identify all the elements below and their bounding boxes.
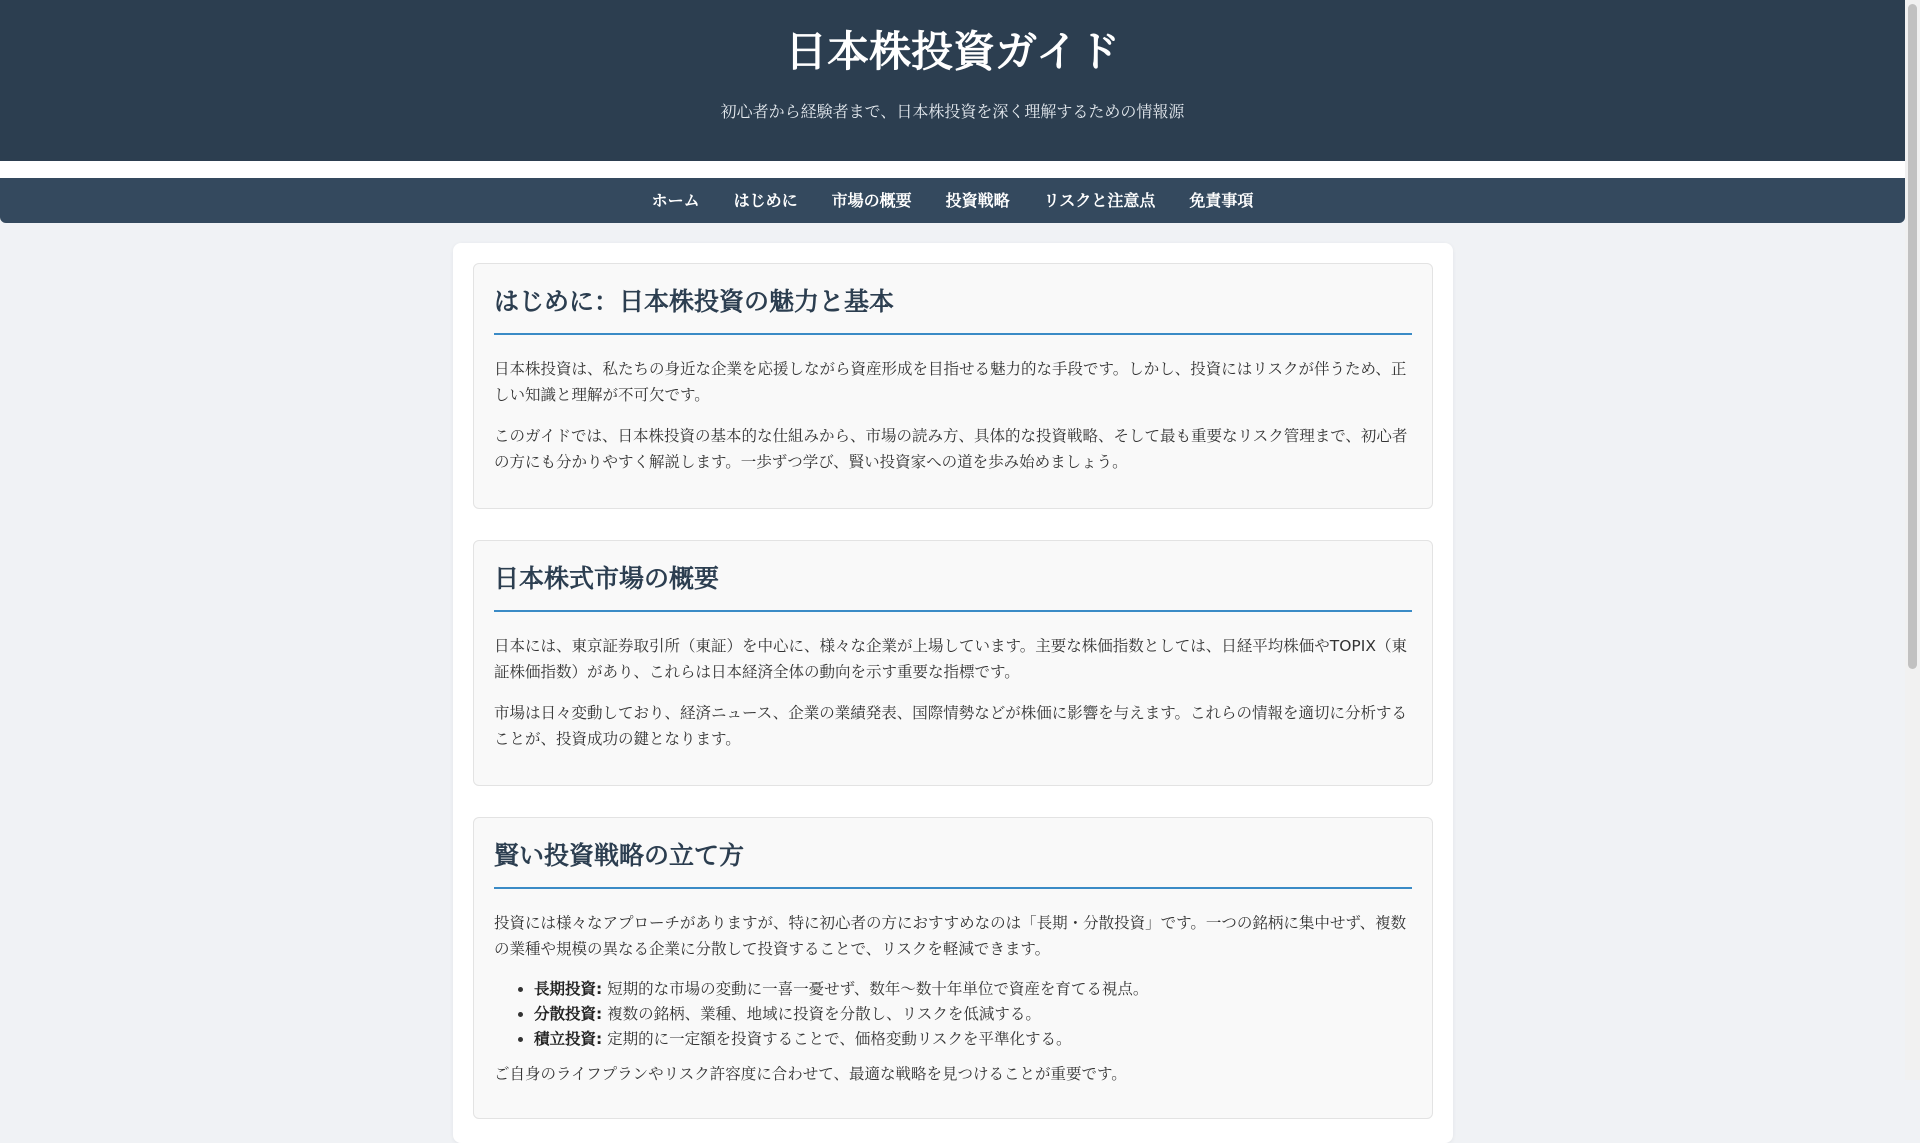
- section-title: はじめに：日本株投資の魅力と基本: [494, 282, 1412, 335]
- nav-intro[interactable]: はじめに: [733, 191, 798, 210]
- section-intro: [473, 263, 1433, 509]
- nav-strategy[interactable]: 投資戦略: [945, 191, 1010, 210]
- main-content: [453, 243, 1453, 1143]
- section-paragraph: 市場は日々変動しており、経済ニュース、企業の業績発表、国際情勢などが株価に影響を与えます。これらの情報を適切に分析することが、投資成功の鍵となります。: [494, 704, 1407, 748]
- list-item-term: 長期投資:: [534, 980, 603, 998]
- list-item-text: 複数の銘柄、業種、地域に投資を分散し、リスクを低減する。: [602, 1005, 1041, 1023]
- section-paragraph: 日本株投資は、私たちの身近な企業を応援しながら資産形成を目指せる魅力的な手段です。しかし、投資にはリスクが伴うため、正しい知識と理解が不可欠です。: [494, 360, 1407, 404]
- header-spacer: [0, 161, 1905, 178]
- list-item-term: 積立投資:: [534, 1030, 603, 1048]
- section-paragraph: 日本には、東京証券取引所（東証）を中心に、様々な企業が上場しています。主要な株価指数としては、日経平均株価やTOPIX（東証株価指数）があり、これらは日本経済全体の動向を示す重要な指標です。: [494, 637, 1407, 681]
- site-subtitle: 初心者から経験者まで、日本株投資を深く理解するための情報源: [720, 102, 1185, 121]
- strategy-list: [494, 977, 1412, 1052]
- section-market: [473, 540, 1433, 786]
- section-paragraph: 投資には様々なアプローチがありますが、特に初心者の方におすすめなのは「長期・分散投資」です。一つの銘柄に集中せず、複数の業種や規模の異なる企業に分散して投資することで、リスクを軽減できます。: [494, 914, 1407, 958]
- list-item-text: 定期的に一定額を投資することで、価格変動リスクを平準化する。: [602, 1030, 1072, 1048]
- list-item: [534, 1002, 1412, 1027]
- vertical-scrollbar[interactable]: [1905, 0, 1920, 1080]
- list-item: [534, 1027, 1412, 1052]
- section-paragraph: このガイドでは、日本株投資の基本的な仕組みから、市場の読み方、具体的な投資戦略、そして最も重要なリスク管理まで、初心者の方にも分かりやすく解説します。一歩ずつ学び、賢い投資家への道を歩み始めましょう。: [494, 427, 1408, 471]
- site-title: 日本株投資ガイド: [785, 27, 1120, 76]
- nav-disclaimer[interactable]: 免責事項: [1189, 191, 1254, 210]
- main-nav: [0, 178, 1905, 223]
- nav-home[interactable]: ホーム: [651, 191, 700, 210]
- scrollbar-thumb[interactable]: [1908, 4, 1917, 669]
- section-strategy: [473, 817, 1433, 1119]
- list-item-text: 短期的な市場の変動に一喜一憂せず、数年～数十年単位で資産を育てる視点。: [602, 980, 1149, 998]
- section-title: 日本株式市場の概要: [494, 559, 1412, 612]
- list-item-term: 分散投資:: [534, 1005, 603, 1023]
- nav-market[interactable]: 市場の概要: [831, 191, 912, 210]
- section-paragraph: ご自身のライフプランやリスク許容度に合わせて、最適な戦略を見つけることが重要です。: [494, 1065, 1127, 1083]
- site-header: [0, 0, 1905, 161]
- section-title: 賢い投資戦略の立て方: [494, 836, 1412, 889]
- list-item: [534, 977, 1412, 1002]
- nav-risk[interactable]: リスクと注意点: [1043, 191, 1156, 210]
